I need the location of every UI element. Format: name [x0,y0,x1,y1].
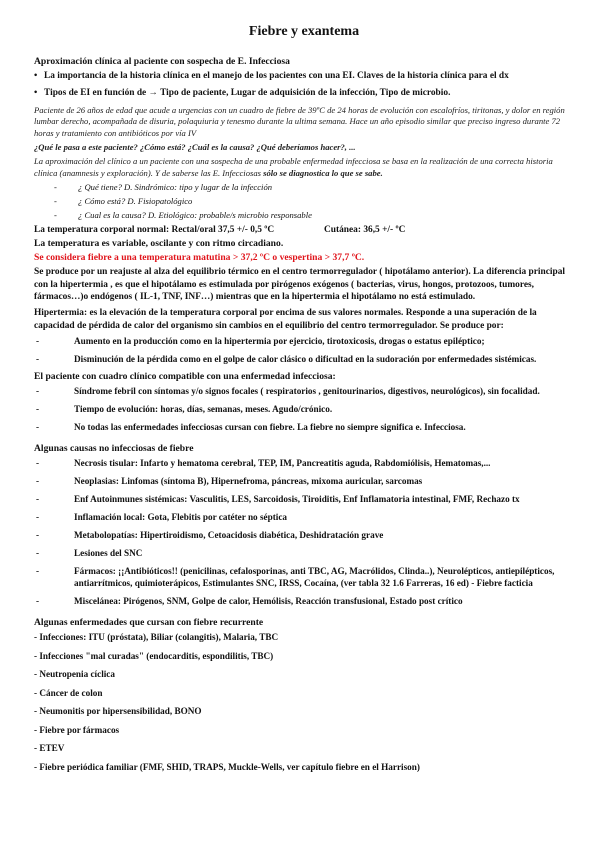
approach-paragraph [34,156,574,179]
page-title: Fiebre y exantema [248,24,360,39]
bullet-list [34,70,574,100]
fever-definition: Se considera fiebre a una temperatura matutina > 37,2 ºC o vespertina > 37,7 ºC. [34,252,365,264]
compat-item: - No todas las enfermedades infecciosas cursan con fiebre. La fiebre no siempre significa e. Infecciosa. [34,421,574,433]
noninfectious-item: - Necrosis tisular: Infarto y hematoma cerebral, TEP, IM, Pancreatitis aguda, Rabdomiólisis, Hematomas,... [34,457,574,469]
noninfectious-heading: Algunas causas no infecciosas de fiebre [34,443,194,455]
noninfectious-item: - Inflamación local: Gota, Flebitis por catéter no séptica [34,511,574,523]
recurrent-item: - Neutropenia cíclica [34,669,115,680]
noninfectious-item: - Metabolopatías: Hipertiroidismo, Cetoacidosis diabética, Deshidratación grave [34,529,574,541]
temperature-line [34,225,574,235]
cause-item: - Disminución de la pérdida como en el golpe de calor clásico o dificultad en la sudoración por enfermedades sistémicas. [34,353,574,365]
temp-skin: Cutánea: 36,5 +/- ºC [324,225,406,236]
hyperthermia-text: es la elevación de la temperatura corporal por encima de sus valores normales. Responde a una superación de la capacidad de pérdida de calor del organismo sin cambios en el equilibrio del centro termorregulador. Se produce por: [34,308,537,331]
approach-text: La aproximación del clínico a un paciente con una sospecha de una probable enfermedad infecciosa se basa en la realización de una correcta historia clínica (anamnesis y exploración). Y de saberse las E. Infecciosas [34,156,553,178]
hyperthermia-causes [34,335,574,365]
noninfectious-item: - Fármacos: ¡¡Antibióticos!! (penicilinas, cefalosporinas, anti TBC, AG, Macrólidos, Clinda..), Neurolépticos, antiepilépticos, antiarrítmicos, quimioterápicos, Estimulantes SNC, IRSS, Cocaína, (ver tabla 32 1.6 Farreras, 16 ed) - Fiebre facticia [34,565,574,589]
bullet-item: • La importancia de la historia clínica en el manejo de los pacientes con una EI. Claves de la historia clínica para el dx [34,70,574,82]
temp-variable: La temperatura es variable, oscilante y con ritmo circadiano. [34,238,284,250]
noninfectious-item: - Enf Autoinmunes sistémicas: Vasculitis, LES, Sarcoidosis, Tiroiditis, Enf Inflamatoria intestinal, FMF, Rechazo tx [34,493,574,505]
noninfectious-item: - Neoplasias: Linfomas (síntoma B), Hipernefroma, páncreas, mixoma auricular, sarcomas [34,475,574,487]
diagnosis-item: - ¿ Cómo está? D. Fisiopatológico [34,196,574,207]
recurrent-heading: Algunas enfermedades que cursan con fiebre recurrente [34,617,264,629]
recurrent-item: - Fiebre por fármacos [34,724,120,735]
diagnosis-item: - ¿ Qué tiene? D. Sindrómico: tipo y lugar de la infección [34,182,574,193]
diagnosis-item: - ¿ Cual es la causa? D. Etiológico: probable/s microbio responsable [34,210,574,221]
approach-bold: sólo se diagnostica lo que se sabe. [263,167,383,178]
bullet-item: • Tipos de EI en función de → Tipo de paciente, Lugar de adquisición de la infección, Tipo de microbio. [34,87,574,99]
compat-list [34,385,574,433]
recurrent-item: - Neumonitis por hipersensibilidad, BONO [34,706,202,717]
fever-explanation: Se produce por un reajuste al alza del equilibrio térmico en el centro termorregulador ( hipotálamo anterior). La diferencia principal con la hipertermia , es que el hipotálamo es estimulada por pirógenos exógenos ( bacterias, virus, hongos, protozoos, tumores, fármacos…)o endógenos ( IL-1, TNF, INF…) mientras que en la hipertermia el hipotálamo no está estimulado. [34,267,566,303]
compat-item: - Tiempo de evolución: horas, días, semanas, meses. Agudo/crónico. [34,403,574,415]
noninfectious-item: - Miscelánea: Pirógenos, SNM, Golpe de calor, Hemólisis, Reacción transfusional, Estado post crítico [34,595,574,607]
cause-item: - Aumento en la producción como en la hipertermia por ejercicio, tirotoxicosis, drogas o estatus epiléptico; [34,335,574,347]
noninfectious-list [34,457,574,607]
recurrent-item: - Infecciones: ITU (próstata), Biliar (colangitis), Malaria, TBC [34,632,279,643]
hyperthermia-label: Hipertermia: [34,308,88,319]
document-page [34,24,574,779]
recurrent-list [34,631,574,773]
temp-normal: La temperatura corporal normal: Rectal/oral 37,5 +/- 0,5 ºC [34,225,275,236]
recurrent-item: - Infecciones "mal curadas" (endocarditis, espondilitis, TBC) [34,650,274,661]
compat-item: - Síndrome febril con síntomas y/o signos focales ( respiratorios , genitourinarios, digestivos, neurológicos), sin focalidad. [34,385,574,397]
recurrent-item: - Cáncer de colon [34,687,103,698]
noninfectious-item: - Lesiones del SNC [34,547,574,559]
questions-text: ¿Qué le pasa a este paciente? ¿Cómo está? ¿Cuál es la causa? ¿Qué deberíamos hacer?, ... [34,142,356,153]
compat-heading: El paciente con cuadro clínico compatible con una enfermedad infecciosa: [34,371,336,383]
recurrent-item: - ETEV [34,743,65,754]
recurrent-item: - Fiebre periódica familiar (FMF, SHID, TRAPS, Muckle-Wells, ver capítulo fiebre en el Harrison) [34,761,420,772]
diagnosis-list [34,182,574,221]
case-text: Paciente de 26 años de edad que acude a urgencias con un cuadro de fiebre de 39ºC de 24 horas de evolución con escalofríos, tiritonas, y dolor en región lumbar derecho, acompañada de disuria, polaquiuria y tenesmo durante la ultima semana. Hace un año episodio similar que preciso ingreso durante 72 horas y tratamiento con antibióticos por vía IV [34,104,565,138]
hyperthermia-paragraph [34,307,574,332]
section-heading-aproximacion: Aproximación clínica al paciente con sospecha de E. Infecciosa [34,56,290,67]
